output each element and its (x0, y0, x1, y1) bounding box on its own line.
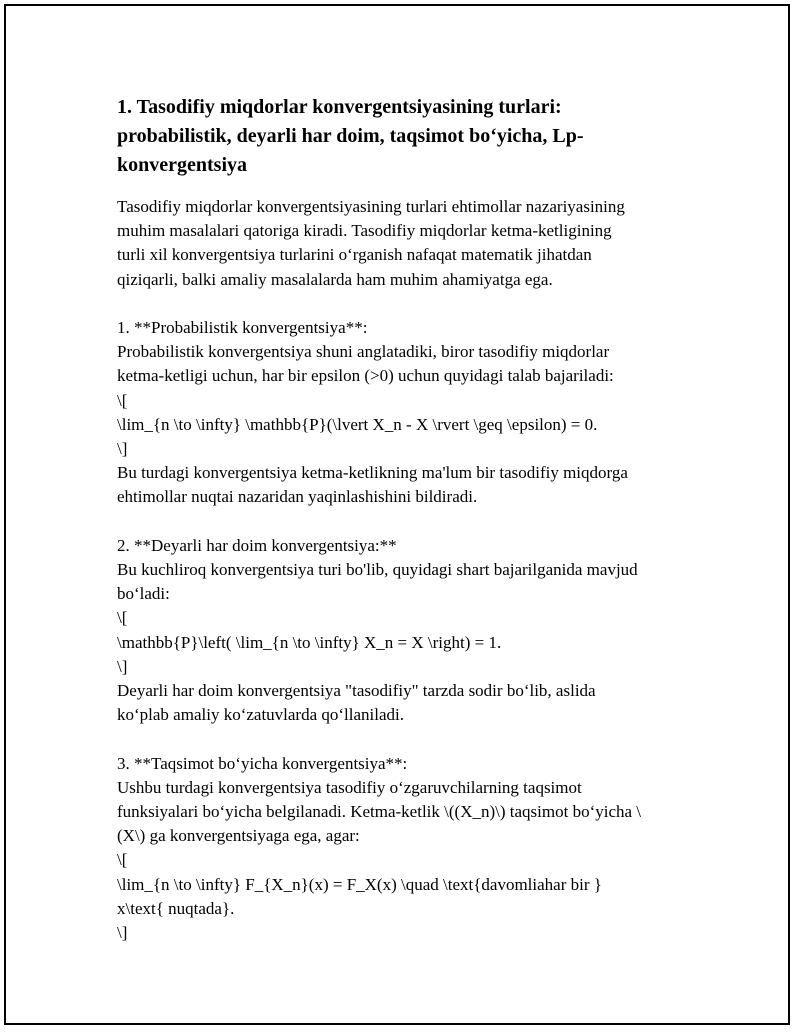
section-line: funksiyalari bo‘yicha belgilanadi. Ketma-ketlik \((X_n)\) taqsimot bo‘yicha \ (117, 802, 642, 822)
formula-close: \] (117, 656, 128, 676)
formula-open: \[ (117, 608, 128, 628)
section-line: Bu kuchliroq konvergentsiya turi bo'lib, quyidagi shart bajarilganida mavjud (117, 560, 638, 580)
formula-line: \lim_{n \to \infty} \mathbb{P}(\lvert X_n - X \rvert \geq \epsilon) = 0. (117, 414, 598, 434)
section-line: ko‘plab amaliy ko‘zatuvlarda qo‘llaniladi. (117, 705, 405, 725)
formula-line: \lim_{n \to \infty} F_{X_n}(x) = F_X(x) \quad \text{davomliahar bir } (117, 874, 602, 894)
document-body (117, 93, 697, 945)
intro-line: muhim masalalari qatoriga kiradi. Tasodifiy miqdorlar ketma-ketligining (117, 221, 612, 241)
section-line: Deyarli har doim konvergentsiya "tasodifiy" tarzda sodir bo‘lib, aslida (117, 681, 596, 701)
intro-line: Tasodifiy miqdorlar konvergentsiyasining turlari ehtimollar nazariyasining (117, 197, 625, 216)
section-line: Bu turdagi konvergentsiya ketma-ketlikning ma'lum bir tasodifiy miqdorga (117, 463, 628, 483)
section-line: ketma-ketligi uchun, har bir epsilon (>0) uchun quyidagi talab bajariladi: (117, 366, 614, 386)
intro-paragraph (117, 195, 697, 292)
section-probabilistic (117, 316, 697, 510)
section-line: (X\) ga konvergentsiyaga ega, agar: (117, 826, 360, 846)
section-line: bo‘ladi: (117, 584, 170, 604)
section-line: ehtimollar nuqtai nazaridan yaqinlashishini bildiradi. (117, 487, 478, 507)
heading-line: 1. Tasodifiy miqdorlar konvergentsiyasining turlari: (117, 96, 562, 118)
heading-line: probabilistik, deyarli har doim, taqsimot bo‘yicha, Lp- (117, 125, 584, 147)
section-line: Probabilistik konvergentsiya shuni anglatadiki, biror tasodifiy miqdorlar (117, 342, 610, 362)
section-line: Ushbu turdagi konvergentsiya tasodifiy o‘zgaruvchilarning taqsimot (117, 777, 582, 797)
formula-open: \[ (117, 850, 128, 870)
intro-line: qiziqarli, balki amaliy masalalarda ham muhim ahamiyatga ega. (117, 269, 553, 289)
formula-close: \] (117, 439, 128, 459)
formula-line: x\text{ nuqtada}. (117, 898, 235, 918)
section-title: 2. **Deyarli har doim konvergentsiya:** (117, 535, 397, 555)
section-distribution (117, 752, 697, 946)
heading-line: konvergentsiya (117, 154, 247, 176)
section-title: 3. **Taqsimot bo‘yicha konvergentsiya**: (117, 753, 408, 773)
formula-line: \mathbb{P}\left( \lim_{n \to \infty} X_n = X \right) = 1. (117, 632, 502, 652)
formula-open: \[ (117, 390, 128, 410)
section-almost-sure (117, 534, 697, 728)
document-heading (117, 93, 697, 180)
intro-line: turli xil konvergentsiya turlarini o‘rganish nafaqat matematik jihatdan (117, 245, 592, 265)
formula-close: \] (117, 923, 128, 943)
section-title: 1. **Probabilistik konvergentsiya**: (117, 318, 368, 337)
